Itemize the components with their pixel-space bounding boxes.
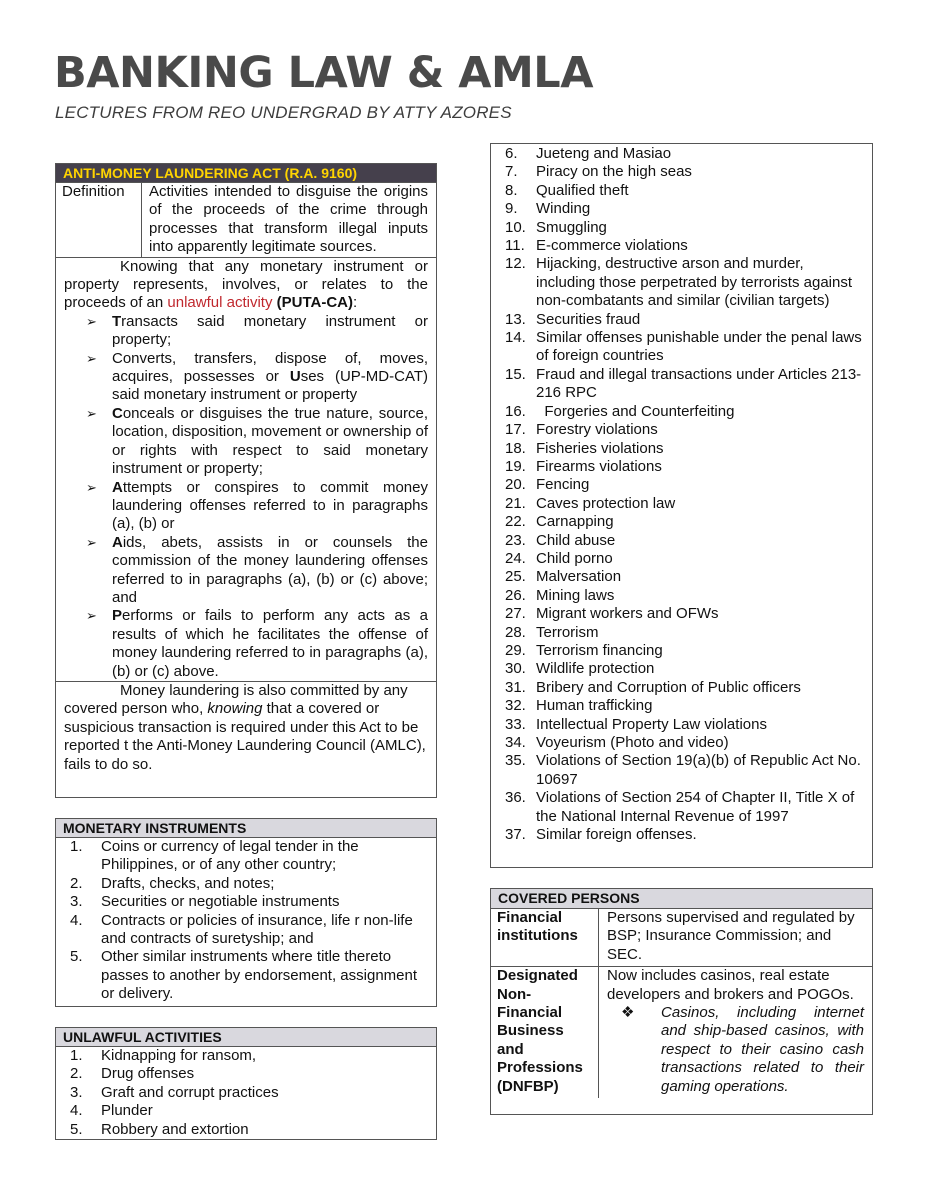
mnemonic-letter: T	[112, 312, 122, 330]
item-text: Robbery and extortion	[101, 1120, 249, 1138]
item-number: 30.	[505, 660, 526, 678]
covered-desc-dnfbp	[599, 967, 872, 1098]
intro-colon: :	[353, 294, 358, 312]
item-number: 31.	[505, 678, 526, 696]
covered-desc: Persons supervised and regulated by BSP; Insurance Commission; and SEC.	[607, 909, 855, 963]
list-item	[56, 1084, 436, 1102]
list-item	[491, 697, 872, 715]
item-text: Drug offenses	[101, 1065, 195, 1083]
covered-heading: COVERED PERSONS	[491, 889, 872, 908]
list-item	[491, 605, 872, 623]
item-number: 34.	[505, 734, 526, 751]
item-text: Bribery and Corruption of Public officers	[536, 678, 801, 696]
item-number: 18.	[505, 439, 526, 457]
list-item	[56, 607, 436, 681]
item-text: Child abuse	[536, 531, 616, 549]
item-number: 16.	[505, 402, 526, 420]
item-text: Smuggling	[536, 218, 607, 236]
item-text: Similar offenses punishable under the penal laws of foreign countries	[536, 329, 866, 365]
list-item	[491, 752, 872, 789]
item-text: Wildlife protection	[536, 660, 655, 678]
item-text: Graft and corrupt practices	[101, 1083, 279, 1101]
unlawful-heading: UNLAWFUL ACTIVITIES	[56, 1028, 436, 1047]
definition-row	[56, 183, 436, 258]
list-item	[491, 145, 872, 163]
arrow-bullet-icon: ➢	[86, 608, 97, 624]
item-number: 17.	[505, 421, 526, 439]
item-number: 26.	[505, 586, 526, 604]
item-text: Mining laws	[536, 586, 615, 604]
item-text: Similar foreign offenses.	[536, 826, 697, 844]
item-number: 8.	[505, 181, 518, 199]
list-item	[491, 679, 872, 697]
covered-person-paragraph	[56, 681, 436, 774]
item-text: Qualified theft	[536, 181, 629, 199]
item-text: E-commerce violations	[536, 237, 688, 255]
item-number: 22.	[505, 513, 526, 531]
list-item	[56, 534, 436, 608]
item-number: 19.	[505, 457, 526, 475]
list-item	[56, 1121, 436, 1139]
list-item	[491, 826, 872, 844]
item-text: Hijacking, destructive arson and murder, including those perpetrated by terrorists against non-combatants and similar (civilian targets)	[536, 255, 857, 310]
mnemonic-letter: U	[289, 368, 301, 386]
list-item	[56, 350, 436, 405]
list-item	[56, 948, 436, 1003]
list-item	[56, 479, 436, 534]
acts-list	[56, 313, 436, 681]
item-text: Terrorism	[536, 623, 599, 641]
covered-desc: Now includes casinos, real estate developers and brokers and POGOs.	[607, 967, 854, 1003]
covered-persons-box	[490, 888, 873, 1115]
definition-text: Activities intended to disguise the origins of the proceeds of the crime through processes that transform illegal inputs into apparently legitimate sources.	[149, 183, 428, 256]
item-text: Securities fraud	[536, 310, 641, 328]
monetary-instruments-box	[55, 818, 437, 1007]
item-text: Terrorism financing	[536, 641, 663, 659]
arrow-bullet-icon: ➢	[86, 405, 97, 421]
item-number: 29.	[505, 641, 526, 659]
unlawful-list-continued	[491, 145, 872, 844]
item-text: Jueteng and Masiao	[536, 145, 672, 162]
definition-term: Definition	[56, 183, 142, 257]
item-text: Child porno	[536, 549, 613, 567]
list-item	[491, 568, 872, 586]
item-text: Forgeries and Counterfeiting	[536, 402, 735, 420]
item-text: Securities or negotiable instruments	[101, 893, 340, 911]
item-text: Voyeurism (Photo and video)	[536, 734, 729, 751]
arrow-bullet-icon: ➢	[86, 534, 97, 550]
monetary-heading: MONETARY INSTRUMENTS	[56, 819, 436, 838]
item-text: Coins or currency of legal tender in the Philippines, or of any other country;	[101, 838, 359, 874]
casino-subitem	[607, 1004, 864, 1096]
bullet-text: ses (UP-MD-CAT) said monetary instrument or property	[112, 368, 429, 404]
list-item	[491, 642, 872, 660]
bullet-text: erforms or fails to perform any acts as a results of which he facilitates the offense of money laundering referred to in paragraphs (a), (b) or (c) above.	[112, 607, 428, 680]
unlawful-activity-term: unlawful activity	[167, 294, 273, 312]
item-number: 3.	[70, 1083, 83, 1101]
item-number: 3.	[70, 893, 83, 911]
arrow-bullet-icon: ➢	[86, 313, 97, 329]
item-number: 24.	[505, 549, 526, 567]
list-item	[491, 513, 872, 531]
covered-term: Financial institutions	[491, 909, 599, 966]
list-item	[56, 875, 436, 893]
list-item	[491, 789, 872, 826]
item-text: Forestry violations	[536, 421, 658, 439]
list-item	[491, 163, 872, 181]
list-item	[56, 838, 436, 875]
item-text: Contracts or policies of insurance, life r non-life and contracts of suretyship; and	[101, 911, 413, 948]
item-text: Drafts, checks, and notes;	[101, 874, 275, 892]
list-item	[491, 660, 872, 678]
item-number: 2.	[70, 1065, 83, 1083]
item-text: Migrant workers and OFWs	[536, 605, 719, 623]
item-number: 12.	[505, 255, 526, 273]
item-text: Firearms violations	[536, 457, 662, 475]
mnemonic-letter: P	[112, 607, 123, 625]
list-item	[491, 550, 872, 568]
item-number: 37.	[505, 826, 526, 844]
item-text: Fisheries violations	[536, 439, 664, 457]
arrow-bullet-icon: ➢	[86, 350, 97, 366]
list-item	[491, 532, 872, 550]
also-text-b: that a covered or suspicious transaction is required under this Act to be reported t the Anti-Money Laundering Council (AMLC), fails to do so.	[64, 700, 426, 773]
arrow-bullet-icon: ➢	[86, 479, 97, 495]
list-item	[491, 421, 872, 439]
item-text: Other similar instruments where title thereto passes to another by endorsement, assignment or delivery.	[101, 948, 418, 1003]
mnemonic-letter: C	[112, 404, 123, 422]
item-text: Piracy on the high seas	[536, 163, 692, 181]
item-number: 2.	[70, 874, 83, 892]
amla-box	[55, 163, 437, 798]
item-number: 5.	[70, 1120, 83, 1138]
bullet-text: onceals or disguises the true nature, source, location, disposition, movement or ownership of or rights with respect to said monetary instrument or property;	[112, 404, 428, 478]
list-item	[491, 237, 872, 255]
item-text: Violations of Section 254 of Chapter II, Title X of the National Internal Revenue of 1997	[536, 789, 859, 825]
list-item	[491, 403, 872, 421]
item-number: 1.	[70, 1047, 83, 1064]
item-number: 9.	[505, 200, 518, 218]
list-item	[56, 1047, 436, 1065]
item-number: 20.	[505, 476, 526, 494]
item-number: 21.	[505, 494, 526, 512]
mnemonic-letter: A	[112, 533, 123, 551]
list-item	[56, 893, 436, 911]
item-number: 6.	[505, 145, 518, 162]
item-text: Human trafficking	[536, 697, 653, 715]
knowing-emphasis: knowing	[207, 700, 263, 718]
mnemonic-letter: A	[112, 478, 123, 496]
list-item	[56, 405, 436, 479]
item-text: Kidnapping for ransom,	[101, 1047, 257, 1064]
list-item	[491, 329, 872, 366]
amla-intro	[56, 258, 436, 313]
item-number: 10.	[505, 218, 526, 236]
list-item	[56, 1065, 436, 1083]
item-text: Winding	[536, 200, 591, 218]
list-item	[56, 1102, 436, 1120]
list-item	[491, 495, 872, 513]
item-text: Violations of Section 19(a)(b) of Republic Act No. 10697	[536, 752, 866, 788]
item-number: 35.	[505, 752, 526, 770]
item-number: 27.	[505, 605, 526, 623]
item-text: Intellectual Property Law violations	[536, 715, 767, 733]
list-item	[491, 716, 872, 734]
list-item	[56, 912, 436, 949]
bullet-text: ttempts or conspires to commit money laundering offenses referred to in paragraphs (a), (b) or	[112, 478, 428, 533]
item-number: 33.	[505, 715, 526, 733]
bullet-text: ids, abets, assists in or counsels the commission of the money laundering offenses referred to in paragraphs (a), (b) or (c) above; and	[112, 533, 428, 606]
item-number: 25.	[505, 568, 526, 586]
item-number: 7.	[505, 163, 518, 181]
item-number: 28.	[505, 623, 526, 641]
covered-row-financial	[491, 908, 872, 966]
page-title: BANKING LAW & AMLA	[54, 48, 593, 98]
item-number: 15.	[505, 365, 526, 383]
list-item	[491, 255, 872, 310]
unlawful-activities-box	[55, 1027, 437, 1140]
list-item	[491, 587, 872, 605]
unlawful-activities-continued-box	[490, 143, 873, 868]
item-number: 23.	[505, 531, 526, 549]
list-item	[491, 440, 872, 458]
item-text: Caves protection law	[536, 494, 676, 512]
item-number: 14.	[505, 329, 526, 347]
item-text: Plunder	[101, 1102, 153, 1120]
item-number: 1.	[70, 838, 83, 855]
intro-text: Knowing that any monetary instrument or property represents, involves, or relates to the proceeds of an	[64, 257, 428, 312]
item-number: 11.	[505, 237, 525, 255]
list-item	[56, 313, 436, 350]
list-item	[491, 476, 872, 494]
list-item	[491, 624, 872, 642]
list-item	[491, 734, 872, 752]
list-item	[491, 366, 872, 403]
list-item	[491, 200, 872, 218]
puta-ca-mnemonic: (PUTA-CA)	[276, 294, 353, 312]
list-item	[491, 219, 872, 237]
item-number: 4.	[70, 911, 83, 929]
diamond-bullet-icon: ❖	[621, 1004, 635, 1022]
monetary-list	[56, 838, 436, 1004]
covered-term: Designated Non-Financial Business and Professions (DNFBP)	[491, 967, 599, 1098]
bullet-lead: Converts, transfers, dispose of, moves, acquires, possesses or	[112, 349, 428, 386]
also-text-a: Money laundering is also committed by any covered person who,	[64, 681, 408, 718]
item-number: 5.	[70, 948, 83, 966]
item-number: 13.	[505, 310, 526, 328]
covered-row-dnfbp	[491, 966, 872, 1098]
page-subtitle: LECTURES FROM REO UNDERGRAD BY ATTY AZORES	[55, 103, 512, 122]
amla-heading: ANTI-MONEY LAUNDERING ACT (R.A. 9160)	[56, 164, 436, 183]
item-number: 4.	[70, 1102, 83, 1120]
item-text: Fencing	[536, 476, 590, 494]
item-number: 32.	[505, 697, 526, 715]
casino-subitem-text: Casinos, including internet and ship-based casinos, with respect to their casino cash transactions related to their gaming operations.	[661, 1004, 864, 1095]
item-text: Fraud and illegal transactions under Articles 213-216 RPC	[536, 365, 862, 402]
list-item	[491, 458, 872, 476]
item-text: Carnapping	[536, 513, 614, 531]
list-item	[491, 182, 872, 200]
list-item	[491, 311, 872, 329]
item-number: 36.	[505, 789, 526, 807]
item-text: Malversation	[536, 568, 622, 586]
unlawful-list	[56, 1047, 436, 1139]
bullet-text: ransacts said monetary instrument or property;	[112, 312, 428, 349]
